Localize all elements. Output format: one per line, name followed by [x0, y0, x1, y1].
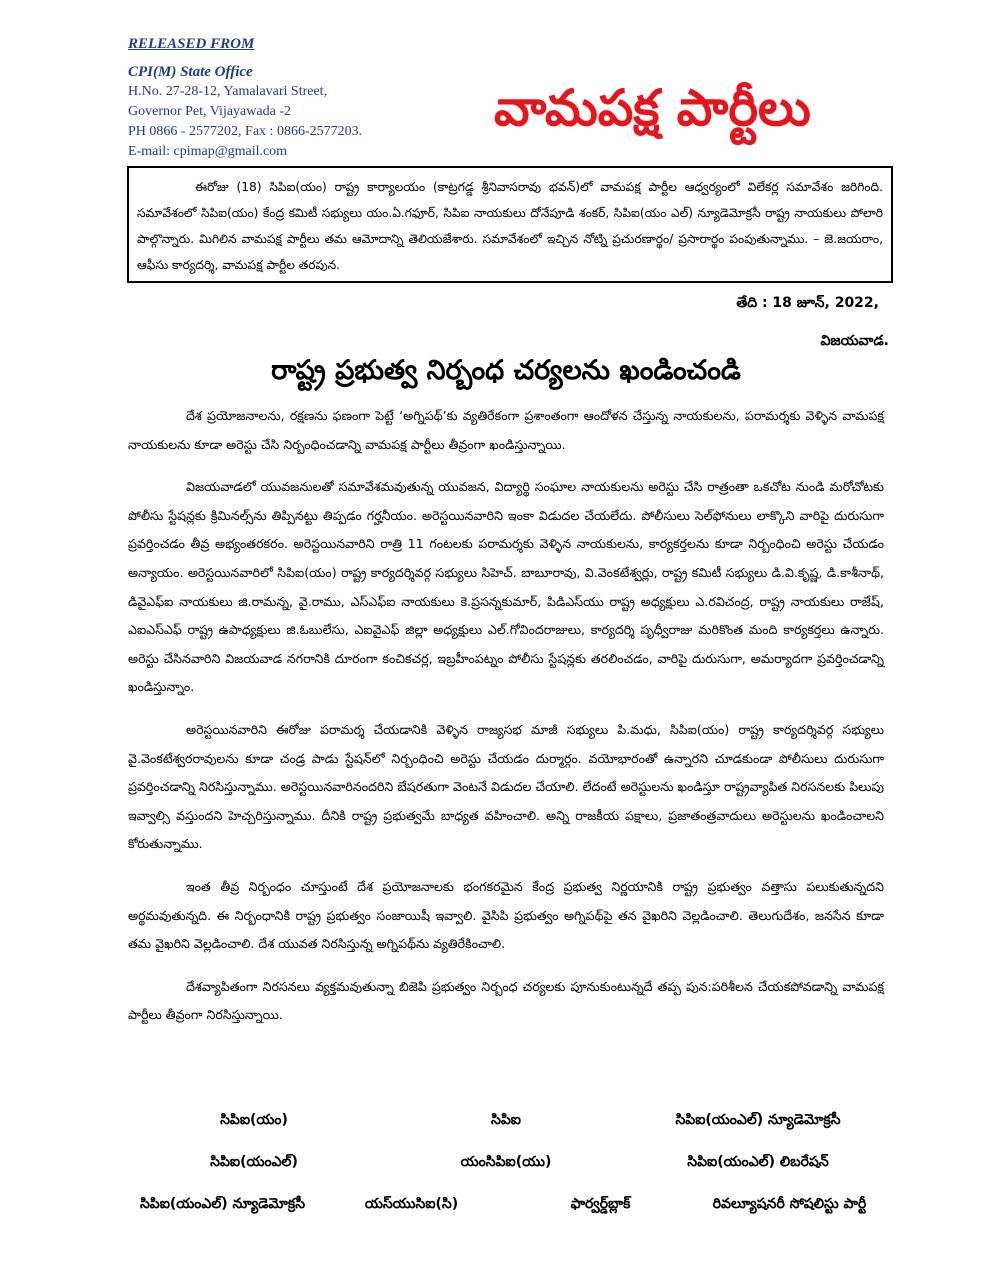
- signatory-party: సిపిఐ(యంఎల్) న్యూడెమోక్రసీ: [675, 1111, 841, 1128]
- press-release-body: [128, 402, 884, 1044]
- release-place: విజయవాడ.: [820, 333, 889, 349]
- address-line-2: Governor Pet, Vijayawada -2: [128, 104, 291, 119]
- body-paragraph-4: ఇంత తీవ్ర నిర్బంధం చూస్తుంటే దేశ ప్రయోజనాలకు భంగకరమైన కేంద్ర ప్రభుత్వ నిర్ణయానికి రాష్ట్ర ప్రభుత్వం వత్తాసు పలుకుతున్నదని అర్థమవుతున్నది. ఈ నిర్బంధానికి రాష్ట్ర ప్రభుత్వం సంజాయిషీ ఇవ్వాలి. వైసిపి ప్రభుత్వం అగ్నిపథ్‌పై తన వైఖరిని వెల్లడించాలి. తెలుగుదేశం, జనసేన కూడా తమ వైఖరిని వెల్లడించాలి. దేశ యువత నిరసిస్తున్న అగ్నిపథ్‌ను వ్యతిరేకించాలి.: [128, 878, 884, 952]
- released-from-label: RELEASED FROM: [128, 36, 255, 52]
- signatory-party: సిపిఐ(యం): [220, 1111, 288, 1128]
- signatory-party: యస్‌యుసిఐ(సి): [364, 1195, 459, 1212]
- signatory-party: యంసిపిఐ(యు): [460, 1153, 552, 1170]
- signatory-party: రివల్యూషనరీ సోషలిస్టు పార్టీ: [712, 1195, 867, 1212]
- body-paragraph-2: విజయవాడలో యువజనులతో సమావేశమవుతున్న యువజన, విద్యార్థి సంఘాల నాయకులను అరెస్టు చేసి రాత్రంతా ఒకచోట నుండి మరోచోటకు పోలీసు స్టేషన్లకు క్రిమినల్స్‌ను తిప్పినట్టు తిప్పడం గర్హనీయం. అరెస్టయినవారిని ఇంకా విడుదల చేయలేదు. పోలీసులు సెల్‌ఫోనులు లాక్కొని వారిపై దురుసుగా ప్రవర్తించడం తీవ్ర అభ్యంతరకరం. అరెస్టయినవారిని రాత్రి 11 గంటలకు పరామర్శకు వెళ్ళిన నాయకులను, కార్యకర్తలను కూడా నిర్బంధించి అరెస్టు చేయడం అన్యాయం. అరెస్టయినవారిలో సిపిఐ(యం) రాష్ట్ర కార్యదర్శివర్గ సభ్యులు సిహెచ్. బాబూరావు, వి.వెంకటేశ్వర్లు, రాష్ట్ర కమిటీ సభ్యులు డి.వి.కృష్ణ, డి.కాశీనాథ్, డివైఎఫ్ఐ నాయకులు జి.రామన్న, వై.రాము, ఎస్‌ఎఫ్ఐ నాయకులు కె.ప్రసన్నకుమార్, పిడిఎస్‌యు రాష్ట్ర అధ్యక్షులు ఎ.రవిచంద్ర, రాష్ట్ర నాయకులు రాజేష్, ఎఐఎస్ఎఫ్ రాష్ట్ర ఉపాధ్యక్షులు జి.ఓబులేసు, ఎఐవైఎఫ్ జిల్లా అధ్యక్షులు ఎల్.గోవిందరాజులు, కార్యదర్శి పృధ్వీరాజు మరికొంత మంది కార్యకర్తలు ఉన్నారు. అరెస్టు చేసినవారిని విజయవాడ నగరానికి దూరంగా కంచికచర్ల, ఇబ్రహీంపట్నం పోలీసు స్టేషన్లకు తరలించడం, వారిపై దురుసుగా, అమర్యాదగా ప్రవర్తించడాన్ని ఖండిస్తున్నాం.: [128, 479, 884, 695]
- press-release-headline: రాష్ట్ర ప్రభుత్వ నిర్బంధ చర్యలను ఖండించండి: [271, 355, 741, 386]
- signatory-row-2: [128, 1142, 884, 1184]
- party-logo-text: వామపక్ష పార్టీలు: [494, 79, 811, 137]
- release-date: తేది : 18 జూన్, 2022,: [736, 295, 879, 311]
- office-name: CPI(M) State Office: [128, 64, 253, 80]
- signatory-row-3: [128, 1184, 884, 1226]
- signatory-party: ఫార్వర్డ్‌బ్లాక్: [570, 1195, 631, 1212]
- sender-address-block: [128, 34, 428, 162]
- press-notice-text: ఈరోజు (18) సిపిఐ(యం) రాష్ట్ర కార్యాలయం (కాట్రగడ్డ శ్రీనివాసరావు భవన్)లో వామపక్ష పార్టీల ఆధ్వర్యంలో విలేకర్ల సమావేశం జరిగింది. సమావేశంలో సిపిఐ(యం) కేంద్ర కమిటీ సభ్యులు యం.ఏ.గఫూర్, సిపిఐ నాయకులు దోనేపూడి శంకర్, సిపిఐ(యం ఎల్) న్యూడెమోక్రసీ రాష్ట్ర నాయకులు పోలారి పాల్గొన్నారు. మిగిలిన వామపక్ష పార్టీలు తమ ఆమోదాన్ని తెలియజేశారు. సమావేశంలో ఇచ్చిన నోట్ని ప్రచురణార్థం/ ప్రసారార్థం పంపుతున్నాము. – జె.జయరాం, ఆఫీసు కార్యదర్శి, వామపక్ష పార్టీల తరపున.: [137, 180, 883, 272]
- email-line: E-mail: cpimap@gmail.com: [128, 144, 288, 159]
- body-paragraph-1: దేశ ప్రయోజనాలను, రక్షణను ఫణంగా పెట్టే ‘అగ్నిపథ్’కు వ్యతిరేకంగా ప్రశాంతంగా ఆందోళన చేస్తున్న నాయకులను, పరామర్శకు వెళ్ళిన వామపక్ష నాయకులను కూడా అరెస్టు చేసి నిర్బంధించడాన్ని వామపక్ష పార్టీలు తీవ్రంగా ఖండిస్తున్నాయి.: [128, 408, 884, 452]
- body-paragraph-5: దేశవ్యాపితంగా నిరసనలు వ్యక్తమవుతున్నా బిజెపి ప్రభుత్వం నిర్బంధ చర్యలకు పూనుకుంటున్నదే తప్ప పున:పరిశీలన చేయకపోవడాన్ని వామపక్ష పార్టీలు తీవ్రంగా నిరసిస్తున్నాయి.: [128, 978, 884, 1023]
- address-line-1: H.No. 27-28-12, Yamalavari Street,: [128, 84, 328, 99]
- signatory-party: సిపిఐ(యంఎల్): [210, 1153, 298, 1170]
- signatory-party: సిపిఐ(యంఎల్) లిబరేషన్: [687, 1153, 829, 1170]
- signatory-party: సిపిఐ(యంఎల్) న్యూడెమోక్రసీ: [139, 1195, 306, 1212]
- body-paragraph-3: అరెస్టయినవారిని ఈరోజు పరామర్శ చేయడానికి వెళ్ళిన రాజ్యసభ మాజీ సభ్యులు పి.మధు, సిపిఐ(యం) రాష్ట్ర కార్యదర్శివర్గ సభ్యులు వై.వెంకటేశ్వరరావులను కూడా చండ్ర పాడు స్టేషన్‌లో నిర్బంధించి అరెస్టు చేయడం దుర్మార్గం. వయోభారంతో ఉన్నారని చూడకుండా పోలీసులు దురుసుగా ప్రవర్తించడాన్ని నిరసిస్తున్నాము. అరెస్టయినవారినందరిని బేషరతుగా వెంటనే విడుదల చేయాలి. లేదంటే అరెస్టులను ఖండిస్తూ రాష్ట్రవ్యాపిత నిరసనలకు పిలుపు ఇవ్వాల్సి వస్తుందని హెచ్చరిస్తున్నాము. దీనికి రాష్ట్ర ప్రభుత్వమే బాధ్యత వహించాలి. అన్ని రాజకీయ పక్షాలు, ప్రజాతంత్రవాదులు అరెస్టులను ఖండించాలని కోరుతున్నాము.: [128, 721, 884, 852]
- signatory-party: సిపిఐ: [491, 1111, 521, 1128]
- press-notice-box: [127, 166, 893, 283]
- signatory-parties: [128, 1100, 884, 1226]
- phone-fax-line: PH 0866 - 2577202, Fax : 0866-2577203.: [128, 124, 363, 139]
- signatory-row-1: [128, 1100, 884, 1142]
